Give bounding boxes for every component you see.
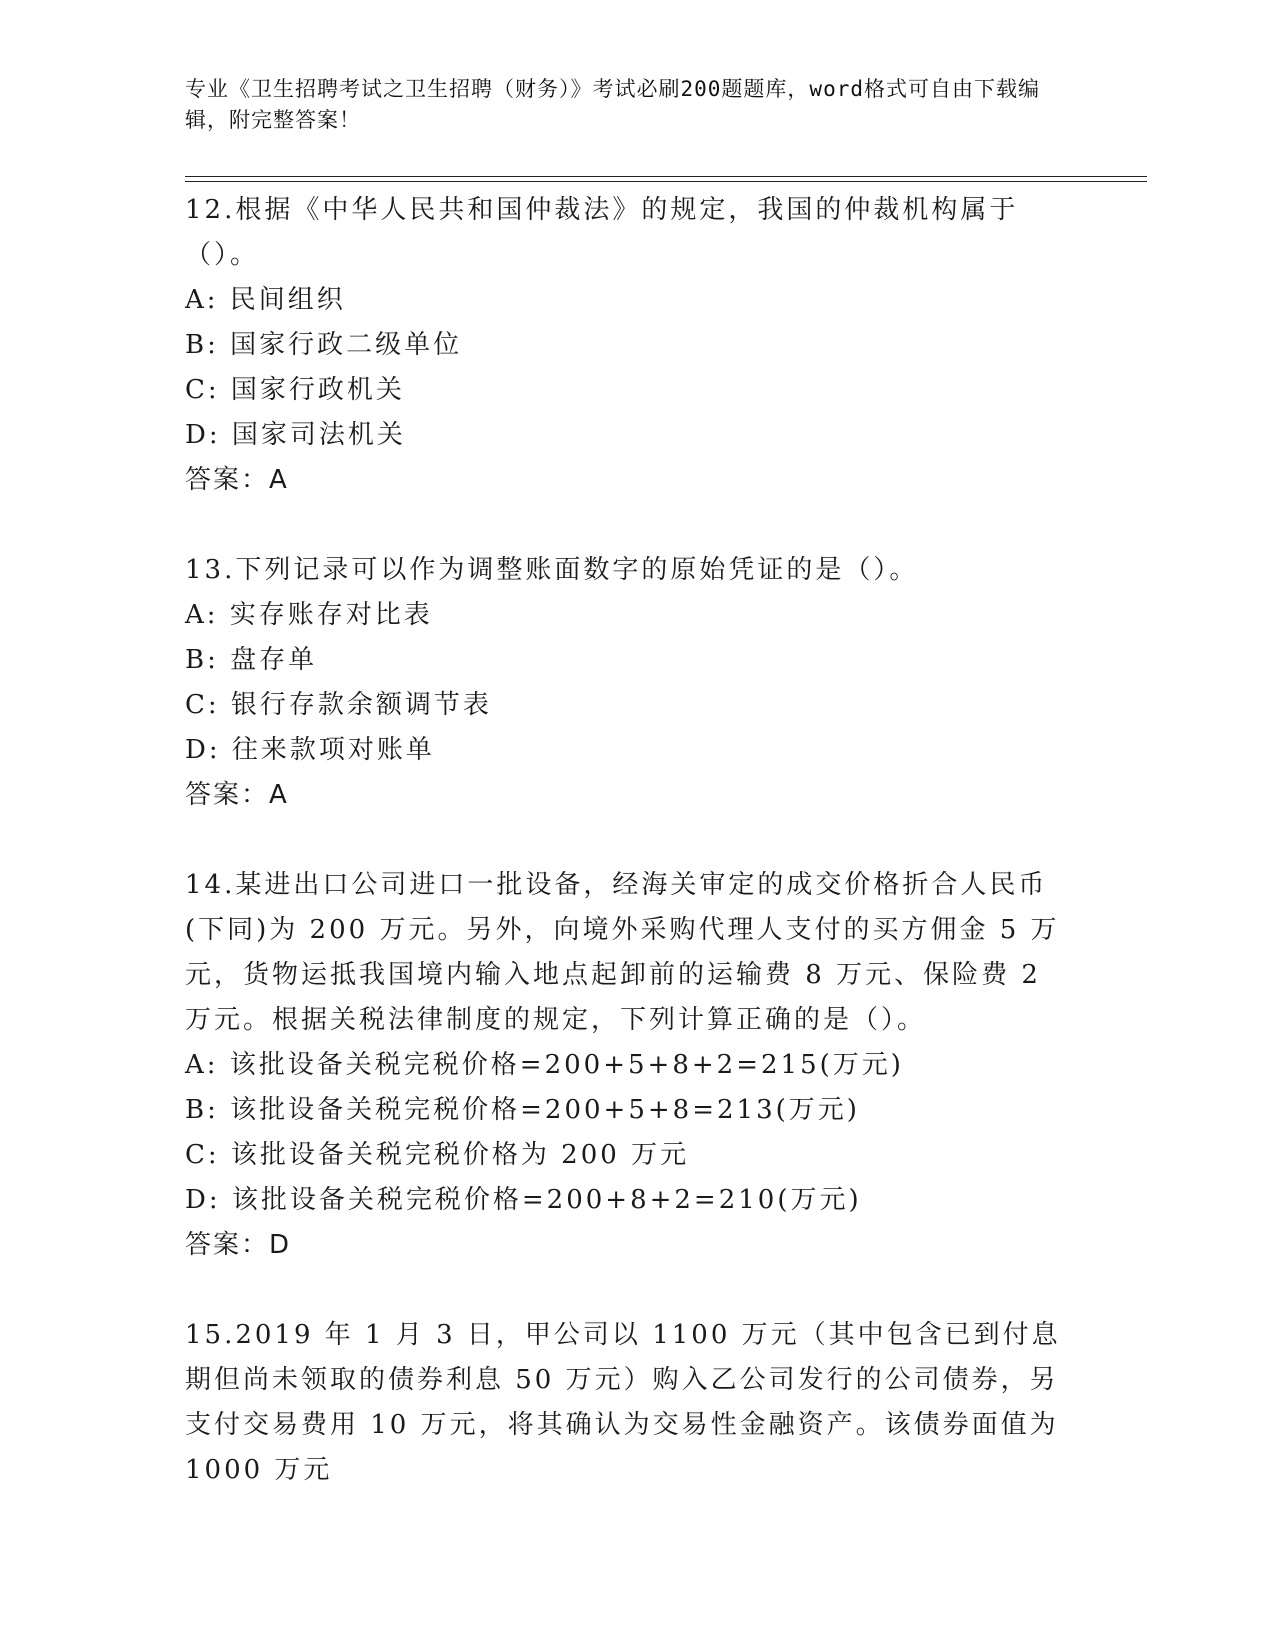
option-b: B: 国家行政二级单位 (185, 330, 463, 360)
question-14 (185, 863, 1065, 1268)
option-c: C: 银行存款余额调节表 (185, 690, 492, 720)
header-rule-top (185, 176, 1147, 177)
header-rule-bottom (185, 181, 1147, 182)
option-b: B: 盘存单 (185, 645, 318, 675)
option-b: B: 该批设备关税完税价格=200+5+8=213(万元) (185, 1095, 860, 1125)
question-stem: 12.根据《中华人民共和国仲裁法》的规定，我国的仲裁机构属于（）。 (185, 195, 1019, 270)
option-a: A: 实存账存对比表 (185, 600, 433, 630)
question-stem: 15.2019 年 1 月 3 日，甲公司以 1100 万元（其中包含已到付息期但尚未领取的债券利息 50 万元）购入乙公司发行的公司债券，另支付交易费用 10 万元，将其确认为交易性金融资产。该债券面值为 1000 万元 (185, 1320, 1061, 1485)
question-13 (185, 548, 1065, 818)
option-d: D: 该批设备关税完税价格=200+8+2=210(万元) (185, 1185, 862, 1215)
spacer (185, 503, 1065, 548)
document-header (185, 74, 1065, 136)
option-a: A: 民间组织 (185, 285, 346, 315)
question-15 (185, 1313, 1065, 1493)
option-c: C: 国家行政机关 (185, 375, 405, 405)
spacer (185, 818, 1065, 863)
option-a: A: 该批设备关税完税价格=200+5+8+2=215(万元) (185, 1050, 904, 1080)
question-stem: 13.下列记录可以作为调整账面数字的原始凭证的是（）。 (185, 555, 919, 585)
question-12 (185, 188, 1065, 503)
answer-text: 答案：A (185, 780, 289, 810)
question-stem: 14.某进出口公司进口一批设备，经海关审定的成交价格折合人民币(下同)为 200 万元。另外，向境外采购代理人支付的买方佣金 5 万元，货物运抵我国境内输入地点起卸前的运输费 8 万元、保险费 2 万元。根据关税法律制度的规定，下列计算正确的是（）。 (185, 870, 1060, 1035)
option-d: D: 国家司法机关 (185, 420, 406, 450)
header-title: 专业《卫生招聘考试之卫生招聘（财务）》考试必刷200题题库，word格式可自由下载编辑，附完整答案！ (185, 77, 1040, 132)
option-d: D: 往来款项对账单 (185, 735, 435, 765)
question-list (185, 188, 1065, 1493)
spacer (185, 1268, 1065, 1313)
answer-text: 答案：D (185, 1230, 292, 1260)
answer-text: 答案：A (185, 465, 289, 495)
option-c: C: 该批设备关税完税价格为 200 万元 (185, 1140, 690, 1170)
